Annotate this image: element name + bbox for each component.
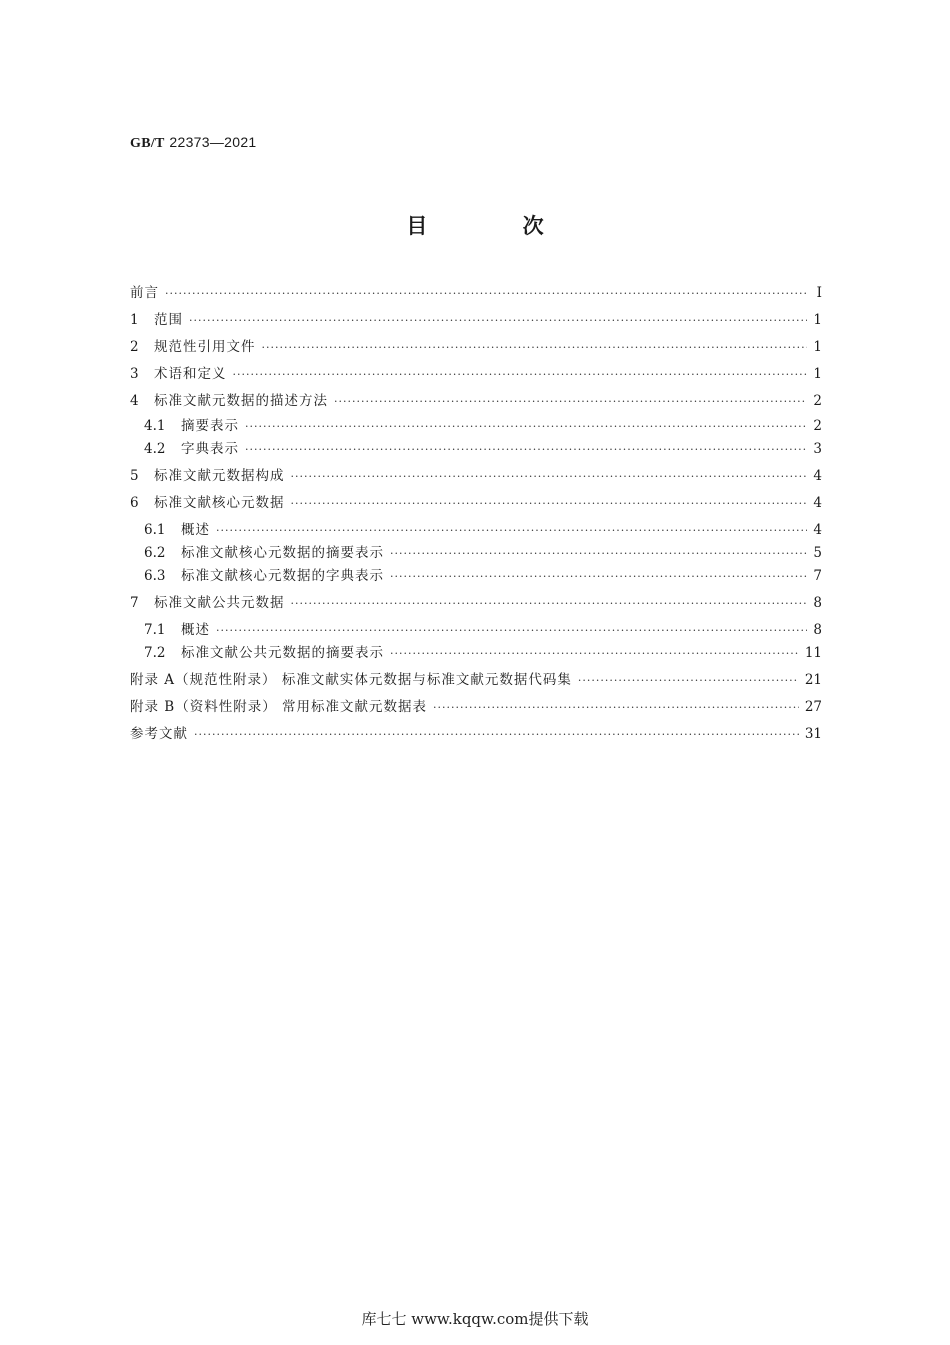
toc-entry-page: 4: [813, 468, 822, 484]
toc-entry-label: 标准文献核心元数据的摘要表示: [181, 545, 384, 561]
toc-entry-label: 标准文献公共元数据: [154, 595, 285, 611]
toc-entry-number: 6.3: [144, 568, 166, 584]
toc-dot-leader: [334, 392, 807, 412]
toc-dot-leader: [194, 725, 799, 745]
toc-entry-page: 2: [813, 393, 822, 409]
toc-dot-leader: [245, 440, 807, 460]
toc-entry[interactable]: [130, 283, 822, 304]
toc-entry-number: 7: [130, 595, 139, 611]
toc-entry-label: 摘要表示: [181, 418, 239, 434]
toc-entry-number: 4.2: [144, 441, 166, 457]
toc-dot-leader: [245, 417, 807, 437]
standard-prefix: GB/T: [130, 136, 165, 151]
toc-entry-label: 标准文献核心元数据的字典表示: [181, 568, 384, 584]
toc-entry-label: 概述: [181, 622, 210, 638]
toc-entry-number: 4.1: [144, 418, 166, 434]
toc-entry-number: 4: [130, 393, 139, 409]
toc-entry-page: 3: [813, 441, 822, 457]
toc-dot-leader: [165, 284, 808, 304]
toc-entry-label: 术语和定义: [154, 366, 227, 382]
toc-dot-leader: [291, 467, 808, 487]
toc-dot-leader: [216, 521, 807, 541]
toc-entry[interactable]: [130, 310, 822, 331]
toc-entry[interactable]: [130, 593, 822, 614]
toc-dot-leader: [390, 544, 807, 564]
toc-entry-label: 范围: [154, 312, 183, 328]
toc-entry[interactable]: [130, 466, 822, 487]
toc-dot-leader: [291, 594, 808, 614]
toc-entry-page: 1: [813, 339, 822, 355]
toc-entry[interactable]: [130, 493, 822, 514]
toc-entry-page: 11: [804, 645, 822, 661]
toc-entry-page: 21: [804, 672, 822, 688]
toc-entry-page: 5: [813, 545, 822, 561]
toc-entry-label: 概述: [181, 522, 210, 538]
standard-number: 22373—2021: [169, 134, 257, 150]
toc-entry-page: Ⅰ: [816, 285, 822, 301]
toc-entry[interactable]: [130, 543, 822, 564]
toc-entry[interactable]: [130, 566, 822, 587]
toc-entry-label: 标准文献核心元数据: [154, 495, 285, 511]
toc-entry-page: 4: [813, 495, 822, 511]
standard-code: [130, 134, 257, 152]
toc-entry-label: 附录 B（资料性附录） 常用标准文献元数据表: [130, 699, 428, 715]
toc-dot-leader: [390, 644, 799, 664]
toc-dot-leader: [233, 365, 808, 385]
toc-entry-number: 2: [130, 339, 139, 355]
toc-entry-number: 7.1: [144, 622, 166, 638]
toc-dot-leader: [578, 671, 799, 691]
toc-entry-number: 7.2: [144, 645, 166, 661]
toc-entry-page: 31: [804, 726, 822, 742]
toc-entry-page: 1: [813, 312, 822, 328]
toc-entry-page: 8: [813, 622, 822, 638]
toc-entry[interactable]: [130, 439, 822, 460]
toc-entry-label: 前言: [130, 285, 159, 301]
toc-entry-page: 27: [804, 699, 822, 715]
toc-entry[interactable]: [130, 416, 822, 437]
toc-entry-label: 标准文献公共元数据的摘要表示: [181, 645, 384, 661]
toc-entry-label: 字典表示: [181, 441, 239, 457]
toc-entry[interactable]: [130, 670, 822, 691]
toc-entry[interactable]: [130, 643, 822, 664]
toc-entry-label: 参考文献: [130, 726, 188, 742]
toc-dot-leader: [390, 567, 807, 587]
toc-title: 目 次: [406, 214, 588, 238]
footer-watermark: 库七七 www.kqqw.com提供下载: [361, 1310, 589, 1328]
toc-entry-label: 规范性引用文件: [154, 339, 256, 355]
toc-dot-leader: [433, 698, 799, 718]
toc-entry-number: 1: [130, 312, 139, 328]
toc-entry-page: 7: [813, 568, 822, 584]
toc-entry-page: 1: [813, 366, 822, 382]
toc-entry-page: 8: [813, 595, 822, 611]
toc-entry[interactable]: [130, 337, 822, 358]
toc-entry-number: 6: [130, 495, 139, 511]
toc-entry[interactable]: [130, 391, 822, 412]
toc-entry[interactable]: [130, 364, 822, 385]
toc-entry-number: 3: [130, 366, 139, 382]
toc-entry[interactable]: [130, 520, 822, 541]
toc-entry-number: 5: [130, 468, 139, 484]
toc-entry-page: 4: [813, 522, 822, 538]
toc-entry-page: 2: [813, 418, 822, 434]
toc-entry-label: 标准文献元数据的描述方法: [154, 393, 328, 409]
toc-entry[interactable]: [130, 697, 822, 718]
toc-entry-label: 附录 A（规范性附录） 标准文献实体元数据与标准文献元数据代码集: [130, 672, 572, 688]
toc-entry-number: 6.1: [144, 522, 166, 538]
toc-entry-label: 标准文献元数据构成: [154, 468, 285, 484]
toc-dot-leader: [216, 621, 807, 641]
toc-entry[interactable]: [130, 620, 822, 641]
toc-entry[interactable]: [130, 724, 822, 745]
toc-dot-leader: [291, 494, 808, 514]
toc-dot-leader: [262, 338, 808, 358]
toc-dot-leader: [189, 311, 807, 331]
toc-entry-number: 6.2: [144, 545, 166, 561]
table-of-contents: [130, 283, 822, 745]
